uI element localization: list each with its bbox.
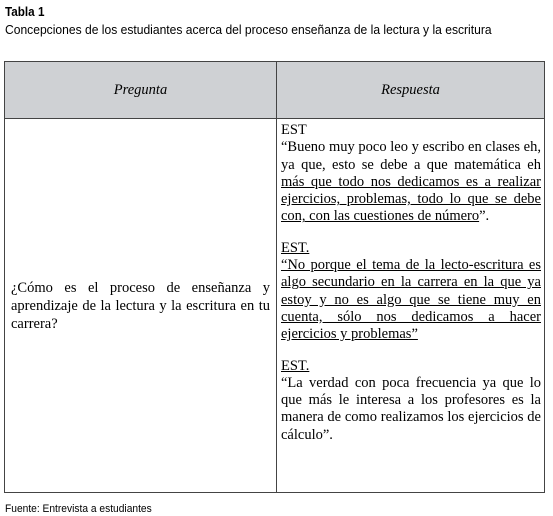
- response-1-underlined-text: más que todo nos dedicamos es a realizar ejercicios, problemas, todo lo que se debe con, con las cuestiones de número: [281, 173, 541, 225]
- response-1-label: EST: [281, 122, 307, 138]
- response-3-label: EST.: [281, 357, 310, 374]
- header-question: Pregunta: [5, 62, 277, 119]
- answer-cell: [277, 119, 545, 493]
- table-row: [5, 119, 545, 493]
- table-label: Tabla 1: [5, 4, 45, 19]
- response-2: [281, 240, 541, 344]
- table-header-row: [5, 62, 545, 119]
- source-footnote: Fuente: Entrevista a estudiantes: [5, 503, 152, 515]
- response-2-underlined-text: “No porque el tema de la lecto-escritura es algo secundario en la carrera en la que ya estoy y no es algo que se tiene muy en cuenta, sólo nos dedicamos a hacer ejercicios y problemas”: [281, 257, 541, 343]
- response-1-text: “Bueno muy poco leo y escribo en clases eh, ya que, esto se debe a que matemática eh: [281, 139, 541, 173]
- response-1-closing: ”.: [479, 208, 490, 225]
- response-3: [281, 358, 541, 444]
- question-cell: ¿Cómo es el proceso de enseñanza y aprendizaje de la lectura y la escritura en tu carrera?: [5, 119, 277, 493]
- responses-table: [4, 61, 545, 493]
- header-answer: Respuesta: [277, 62, 545, 119]
- response-3-text: “La verdad con poca frecuencia ya que lo que más le interesa a los profesores es la manera de como realizamos los ejercicios de cálculo”.: [281, 374, 541, 443]
- response-1: [281, 122, 541, 226]
- table-title: Concepciones de los estudiantes acerca del proceso enseñanza de la lectura y la escritura: [5, 22, 492, 37]
- response-2-label: EST.: [281, 239, 310, 256]
